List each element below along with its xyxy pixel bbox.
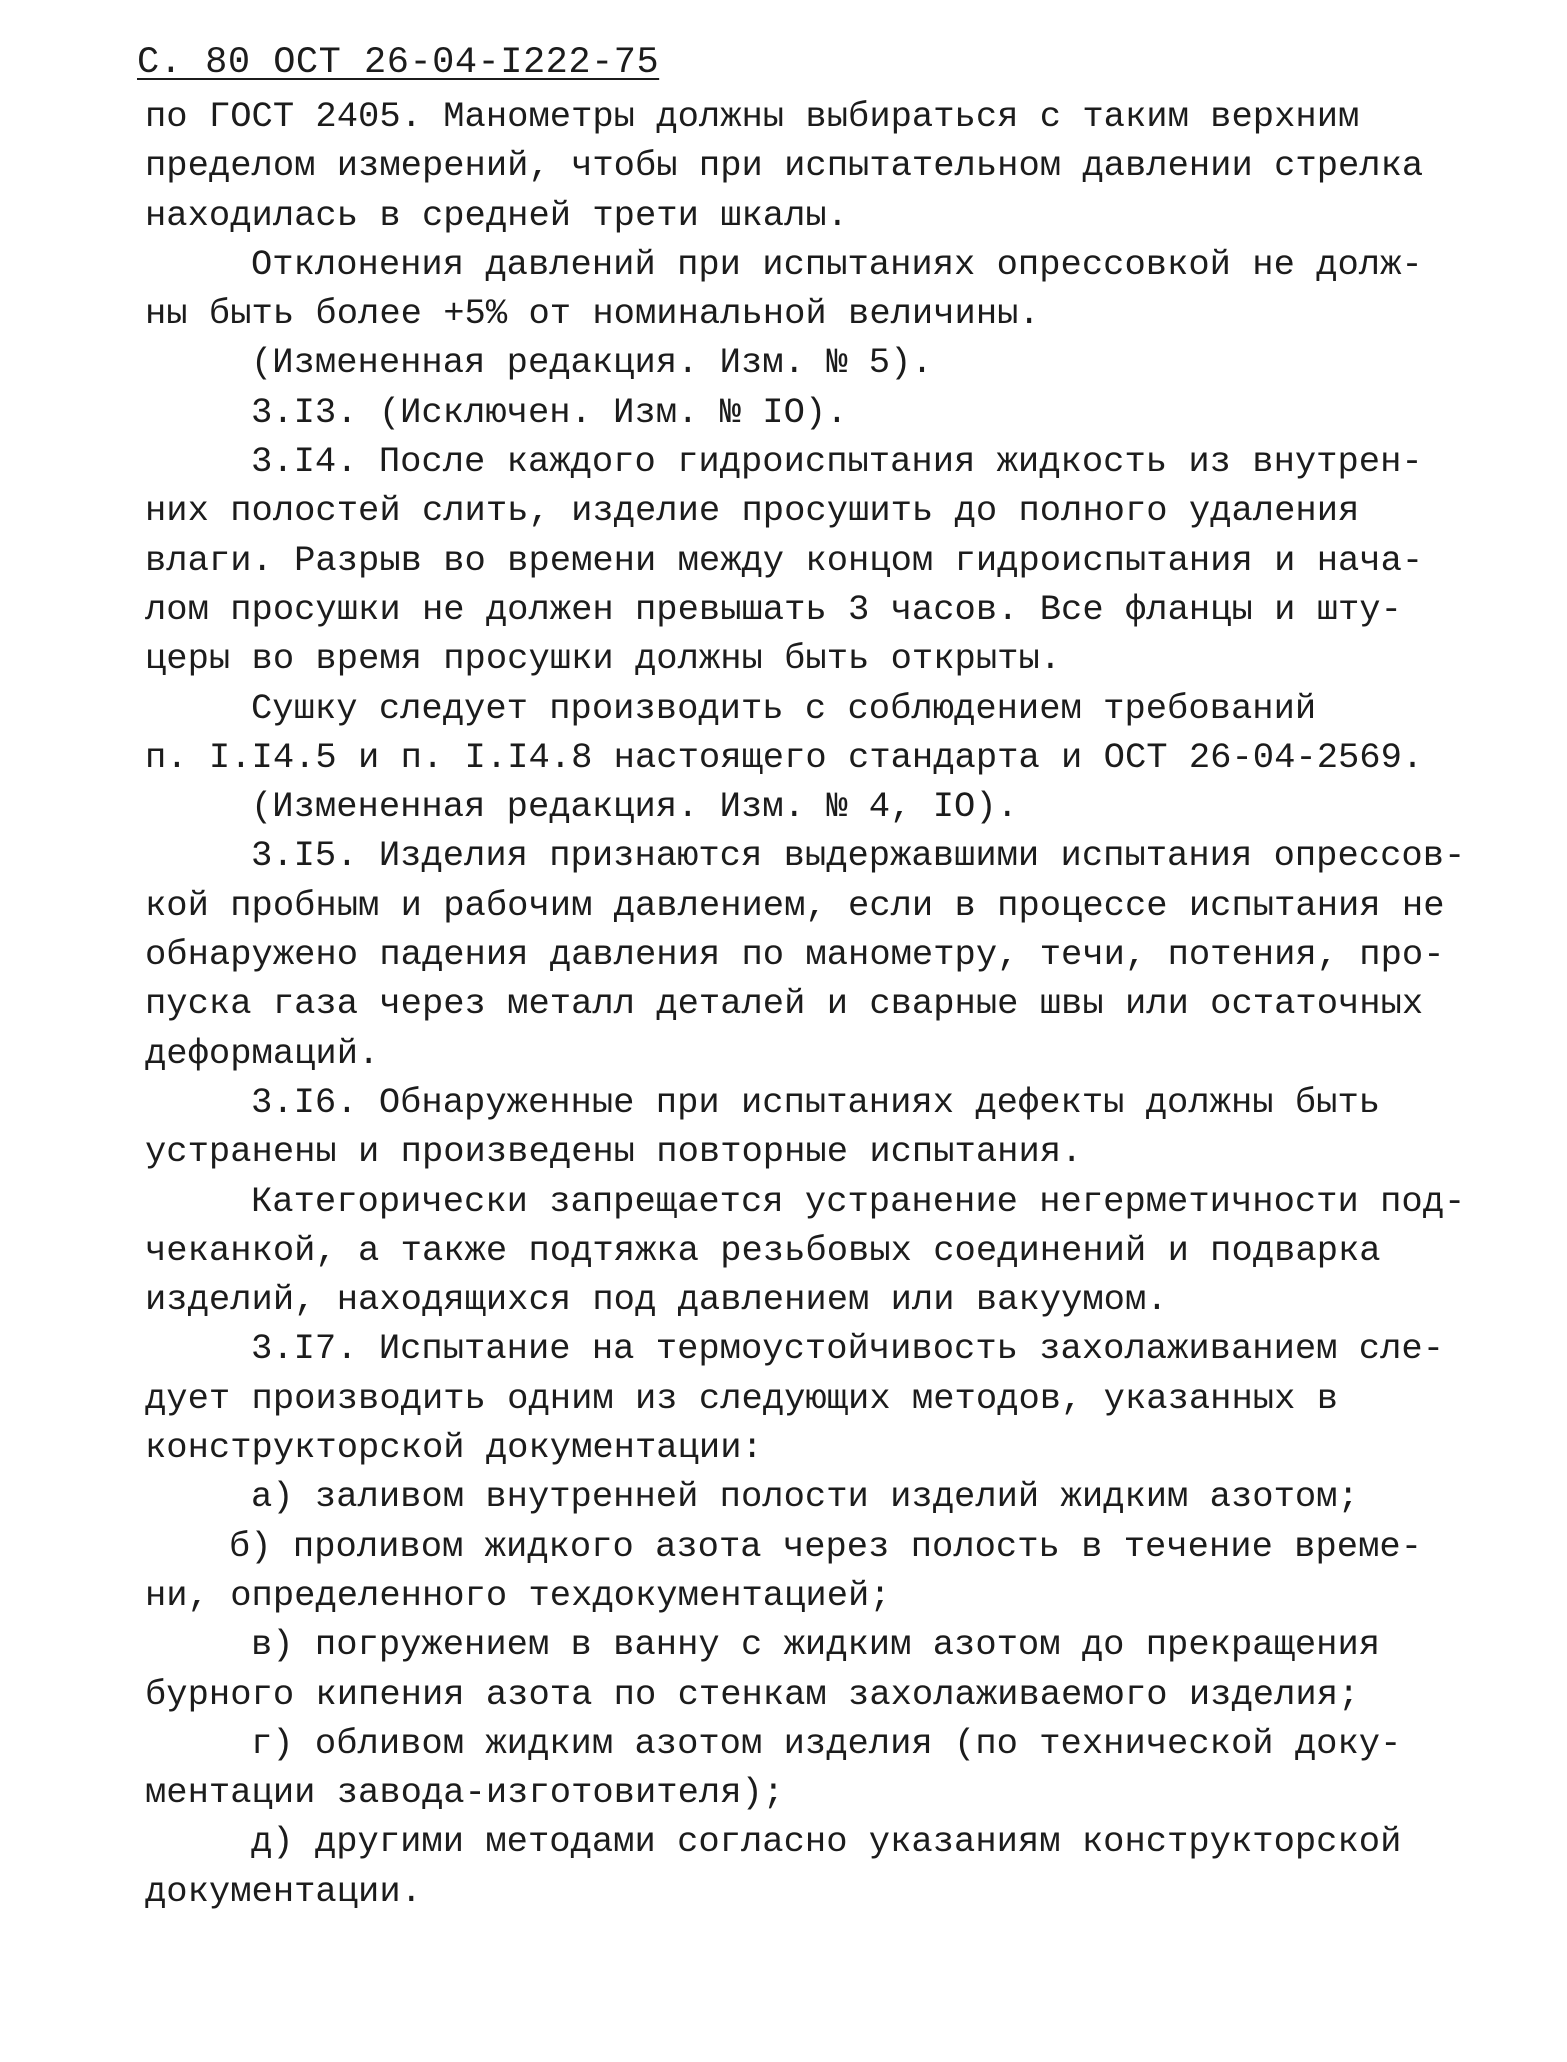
text-line: находилась в средней трети шкалы.	[145, 194, 849, 236]
list-item: г) обливом жидким азотом изделия (по технической доку-	[251, 1722, 1402, 1764]
text-line: документации.	[145, 1870, 422, 1912]
text-line: п. I.I4.5 и п. I.I4.8 настоящего стандарта и ОСТ 26-04-2569.	[145, 736, 1424, 778]
text-line: них полостей слить, изделие просушить до полного удаления	[145, 490, 1360, 532]
text-line: Отклонения давлений при испытаниях опрессовкой не долж-	[251, 243, 1423, 285]
text-line: (Измененная редакция. Изм. № 4, IO).	[251, 786, 1018, 828]
text-line: конструкторской документации:	[145, 1427, 763, 1469]
list-item: в) погружением в ванну с жидким азотом до прекращения	[251, 1624, 1381, 1666]
text-line: кой пробным и рабочим давлением, если в процессе испытания не	[145, 884, 1445, 926]
text-line: ментации завода-изготовителя);	[145, 1772, 785, 1814]
text-line: дует производить одним из следующих методов, указанных в	[145, 1377, 1338, 1419]
text-line: (Измененная редакция. Изм. № 5).	[251, 342, 933, 384]
text-line: ны быть более +5% от номинальной величины.	[145, 293, 1040, 335]
text-line: лом просушки не должен превышать 3 часов. Все фланцы и шту-	[145, 588, 1402, 630]
list-item: б) проливом жидкого азота через полость в течение време-	[229, 1525, 1422, 1567]
text-line: деформаций.	[145, 1032, 380, 1074]
document-body	[145, 92, 1466, 1916]
text-line: 3.I5. Изделия признаются выдержавшими испытания опрессов-	[251, 835, 1466, 877]
text-line: 3.I4. После каждого гидроиспытания жидкость из внутрен-	[251, 441, 1423, 483]
text-line: чеканкой, а также подтяжка резьбовых соединений и подварка	[145, 1229, 1381, 1271]
page-header: С. 80 ОСТ 26-04-I222-75	[137, 42, 660, 84]
text-line: церы во время просушки должны быть открыты.	[145, 638, 1062, 680]
text-line: пуска газа через металл деталей и сварные швы или остаточных	[145, 983, 1424, 1025]
text-line: пределом измерений, чтобы при испытательном давлении стрелка	[145, 145, 1424, 187]
text-line: Категорически запрещается устранение негерметичности под-	[251, 1180, 1466, 1222]
list-item: а) заливом внутренней полости изделий жидким азотом;	[251, 1476, 1359, 1518]
text-line: устранены и произведены повторные испытания.	[145, 1131, 1083, 1173]
text-line: 3.I6. Обнаруженные при испытаниях дефекты должны быть	[251, 1081, 1381, 1123]
text-line: 3.I7. Испытание на термоустойчивость захолаживанием сле-	[251, 1328, 1444, 1370]
text-line: по ГОСТ 2405. Манометры должны выбираться с таким верхним	[145, 96, 1360, 137]
text-line: бурного кипения азота по стенкам захолаживаемого изделия;	[145, 1673, 1360, 1715]
text-line: 3.I3. (Исключен. Изм. № IO).	[251, 391, 848, 433]
text-line: обнаружено падения давления по манометру, течи, потения, про-	[145, 934, 1445, 976]
text-line: Сушку следует производить с соблюдением требований	[251, 687, 1317, 729]
text-line: ни, определенного техдокументацией;	[145, 1574, 891, 1616]
text-line: влаги. Разрыв во времени между концом гидроиспытания и нача-	[145, 539, 1424, 581]
text-line: изделий, находящихся под давлением или вакуумом.	[145, 1279, 1168, 1321]
list-item: д) другими методами согласно указаниям конструкторской	[251, 1821, 1402, 1863]
